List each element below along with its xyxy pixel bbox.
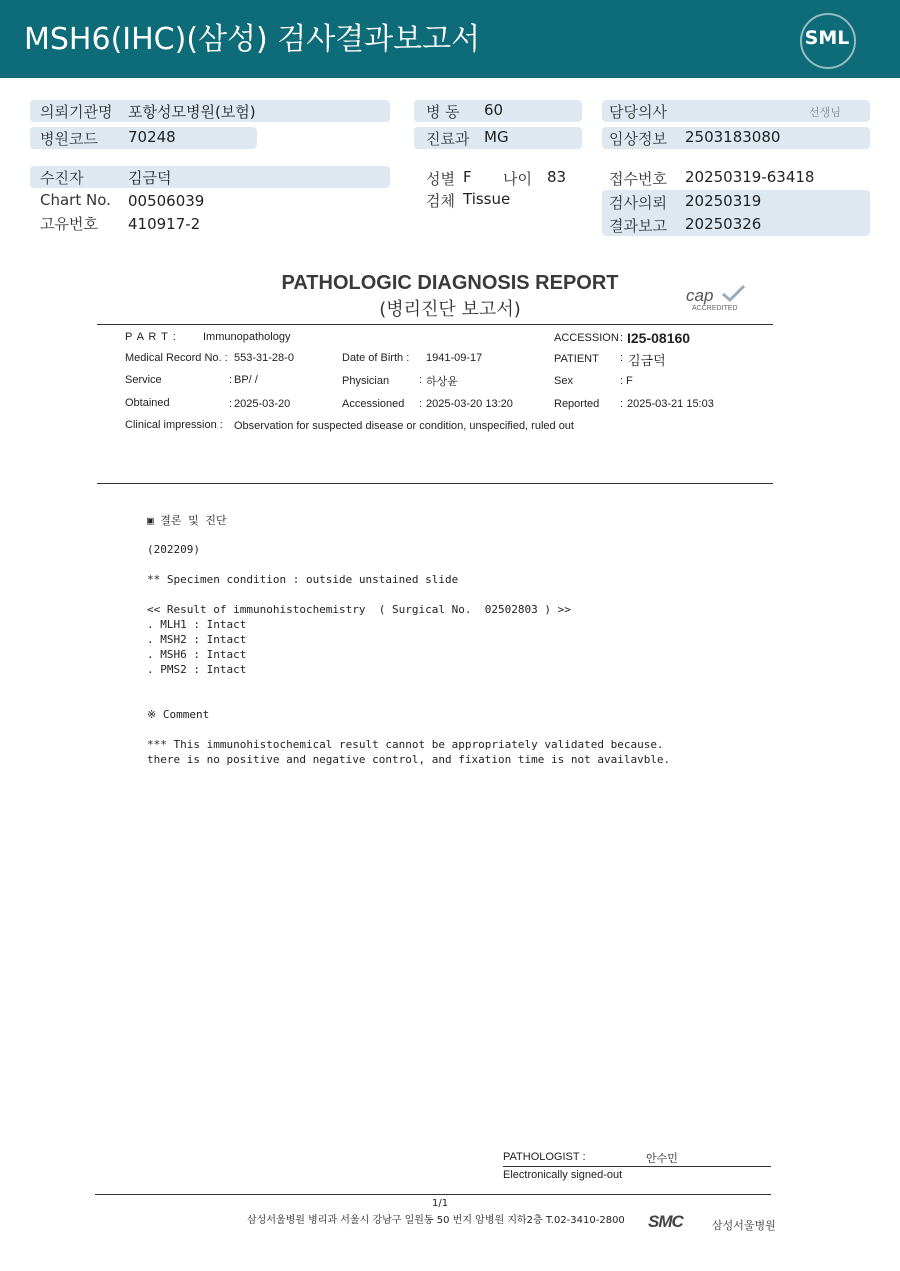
doctor-label: 담당의사 <box>609 103 667 121</box>
specimen-condition: ** Specimen condition : outside unstained slide <box>147 573 459 586</box>
request-value: 20250319 <box>685 192 762 210</box>
report-sex-value: F <box>626 375 633 387</box>
comment-heading: ※ Comment <box>147 708 210 721</box>
age-label: 나이 <box>503 170 532 188</box>
accession-value: I25-08160 <box>627 330 691 346</box>
cap-check-icon <box>720 284 746 304</box>
chart-label: Chart No. <box>40 191 111 209</box>
ihc-line: . MSH6 : Intact <box>147 648 247 661</box>
report-mid-rule <box>97 483 773 484</box>
age-value: 83 <box>547 168 567 186</box>
result-value: 20250326 <box>685 215 762 233</box>
specimen-value: Tissue <box>463 190 511 208</box>
request-label: 검사의뢰 <box>609 194 667 212</box>
report-top-rule <box>97 324 773 325</box>
reported-value: 2025-03-21 15:03 <box>627 398 714 410</box>
service-label: Service <box>125 374 162 386</box>
hospital-code-label: 병원코드 <box>40 130 98 148</box>
page-title: MSH6(IHC)(삼성) 검사결과보고서 <box>24 22 481 57</box>
clinical-info-label: 임상정보 <box>609 130 667 148</box>
ihc-line: . MLH1 : Intact <box>147 618 247 631</box>
footer-address: 삼성서울병원 병리과 서울시 강남구 일원동 50 번지 암병원 지하2층 T.02-3410-2800 <box>247 1215 625 1226</box>
service-value: BP/ / <box>234 374 258 386</box>
accessioned-label: Accessioned <box>342 398 405 410</box>
department-label: 진료과 <box>426 130 470 148</box>
dob-label: Date of Birth : <box>342 352 410 364</box>
diagnosis-heading: ▣ 결론 및 진단 <box>147 514 227 527</box>
ihc-header: << Result of immunohistochemistry ( Surgical No. 02502803 ) >> <box>147 603 571 616</box>
clinical-impression-value: Observation for suspected disease or condition, unspecified, ruled out <box>234 420 574 432</box>
ihc-line: . MSH2 : Intact <box>147 633 247 646</box>
unique-value: 410917-2 <box>128 215 201 233</box>
smc-logo: SMC <box>648 1212 683 1231</box>
accession-label: ACCESSION <box>554 332 619 344</box>
hospital-code-value: 70248 <box>128 128 176 146</box>
signature-rule <box>503 1166 771 1167</box>
report-patient-value: 김금덕 <box>628 353 666 368</box>
patient-value: 김금덕 <box>128 169 172 187</box>
footer-hospital-name: 삼성서울병원 <box>712 1219 776 1232</box>
physician-value: 하상윤 <box>426 376 458 388</box>
institution-value: 포항성모병원(보험) <box>128 103 256 121</box>
signed-out: Electronically signed-out <box>503 1169 623 1181</box>
ihc-line: . PMS2 : Intact <box>147 663 247 676</box>
patient-field <box>30 166 390 188</box>
sml-logo: SML <box>804 27 850 49</box>
report-title: PATHOLOGIC DIAGNOSIS REPORT <box>281 272 619 294</box>
ward-value: 60 <box>484 101 504 119</box>
clinical-info-value: 2503183080 <box>685 128 781 146</box>
accessioned-value: 2025-03-20 13:20 <box>426 398 513 410</box>
cap-logo: cap <box>686 286 714 305</box>
comment-line: there is no positive and negative control, and fixation time is not availavble. <box>147 753 671 766</box>
mrn-value: 553-31-28-0 <box>234 352 294 364</box>
mrn-label: Medical Record No. : <box>125 352 228 364</box>
physician-label: Physician <box>342 375 390 387</box>
diagnosis-code: (202209) <box>147 543 200 556</box>
result-label: 결과보고 <box>609 217 667 235</box>
footer-rule <box>95 1194 771 1195</box>
report-patient-label: PATIENT <box>554 353 599 365</box>
unique-label: 고유번호 <box>40 215 98 233</box>
page-number: 1/1 <box>432 1198 449 1209</box>
sex-value: F <box>463 168 472 186</box>
dob-value: 1941-09-17 <box>426 352 483 364</box>
report-subtitle: (병리진단 보고서) <box>379 299 521 320</box>
report-sex-label: Sex <box>554 375 573 387</box>
clinical-impression-label: Clinical impression : <box>125 419 223 431</box>
receipt-label: 접수번호 <box>609 170 667 188</box>
pathologist-value: 안수민 <box>646 1153 678 1165</box>
comment-line: *** This immunohistochemical result cannot be appropriately validated because. <box>147 738 664 751</box>
chart-value: 00506039 <box>128 192 205 210</box>
sex-label: 성별 <box>426 170 455 188</box>
patient-label: 수진자 <box>40 169 84 187</box>
reported-label: Reported <box>554 398 600 410</box>
specimen-label: 검체 <box>426 192 455 210</box>
pathologist-label: PATHOLOGIST : <box>503 1151 586 1163</box>
part-value: Immunopathology <box>203 331 291 343</box>
department-value: MG <box>484 128 509 146</box>
cap-accredited: ACCREDITED <box>692 305 738 312</box>
receipt-value: 20250319-63418 <box>685 168 815 186</box>
obtained-value: 2025-03-20 <box>234 398 291 410</box>
ward-label: 병 동 <box>426 103 460 121</box>
obtained-label: Obtained <box>125 397 170 409</box>
part-label: P A R T : <box>125 331 177 343</box>
doctor-suffix: 선생님 <box>809 106 841 119</box>
institution-label: 의뢰기관명 <box>40 103 113 121</box>
